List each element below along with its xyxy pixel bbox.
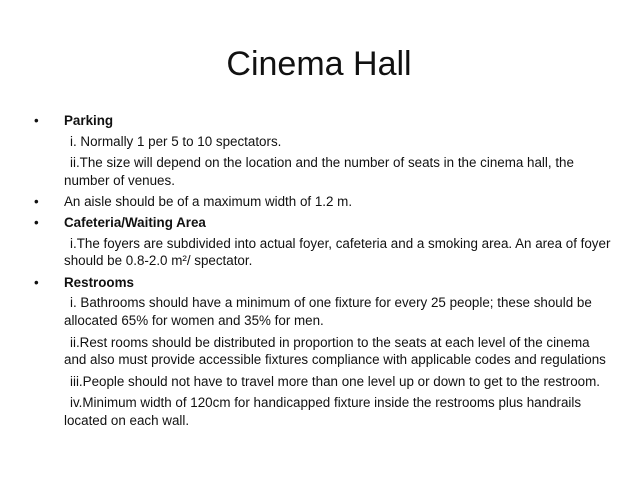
sub-item [34,235,614,270]
bullet-dot: • [34,214,39,230]
sub-item [34,294,614,329]
bullet-heading: Parking [64,113,114,128]
bullet-item-restrooms [34,274,614,292]
sub-item [34,154,614,189]
sub-item [34,133,614,151]
bullet-dot: • [34,274,39,290]
sub-item-text: i. Normally 1 per 5 to 10 spectators. [70,133,282,149]
bullet-heading: Restrooms [64,274,134,290]
sub-item-text: iii.People should not have to travel more than one level up or down to get to the restroom. [70,373,600,389]
bullet-dot: • [34,194,39,210]
bullet-item-parking [34,112,614,130]
bullet-text: An aisle should be of a maximum width of 1.2 m. [64,194,353,210]
slide-title: Cinema Hall [226,45,412,83]
bullet-item-aisle [34,193,614,211]
sub-item [34,373,614,391]
bullet-item-cafeteria [34,214,614,232]
sub-item [34,394,614,429]
slide-content [34,112,614,434]
bullet-heading: Cafeteria/Waiting Area [64,214,206,230]
sub-item-text: iv.Minimum width of 120cm for handicapped fixture inside the restrooms plus handrails located on each wall. [64,395,582,428]
sub-item-text: ii.The size will depend on the location and the number of seats in the cinema hall, the number of venues. [64,155,574,188]
sub-item [34,334,614,369]
sub-item-text: i. Bathrooms should have a minimum of one fixture for every 25 people; these should be allocated 65% for women and 35% for men. [64,295,592,328]
sub-item-text: i.The foyers are subdivided into actual foyer, cafeteria and a smoking area. An area of foyer should be 0.8-2.0 m²/ spectator. [64,235,611,269]
bullet-dot: • [34,113,39,128]
sub-item-text: ii.Rest rooms should be distributed in proportion to the seats at each level of the cinema and also must provide accessible fixtures compliance with applicable codes and regulations [64,334,606,368]
